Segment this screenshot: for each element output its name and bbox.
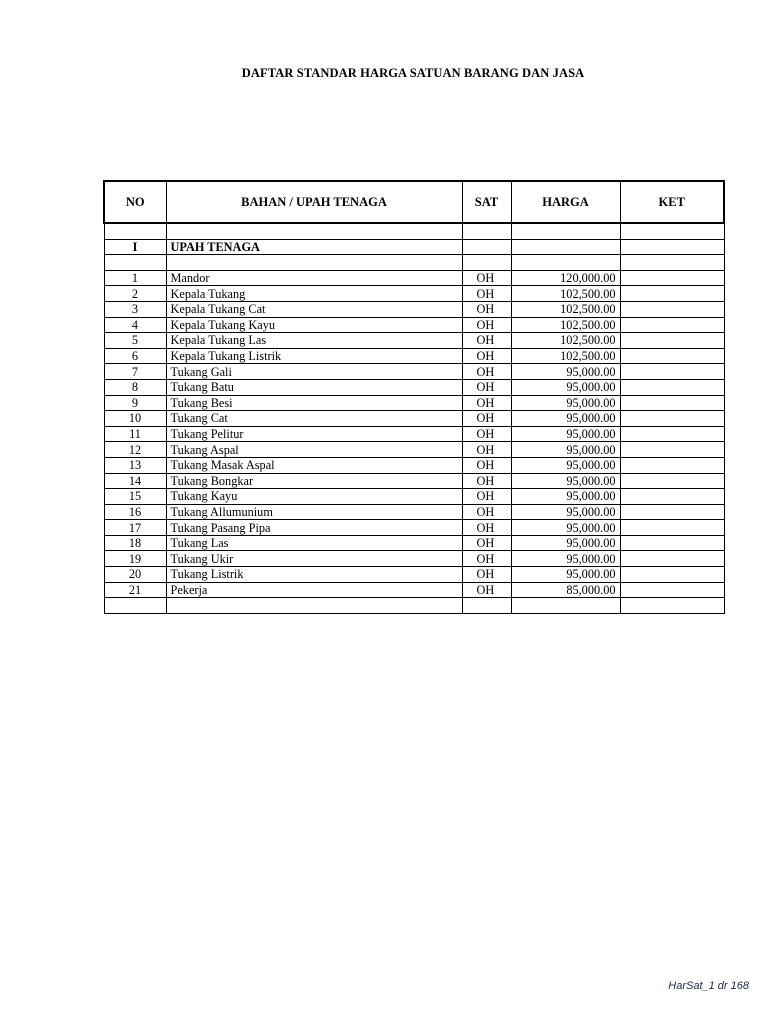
row-item: Pekerja (166, 582, 462, 598)
column-header-unit: SAT (462, 181, 511, 223)
row-number: 13 (104, 457, 166, 473)
row-number: 8 (104, 379, 166, 395)
row-item: Tukang Cat (166, 411, 462, 427)
row-note (620, 364, 724, 380)
row-price: 102,500.00 (511, 348, 620, 364)
table-row (104, 395, 724, 411)
row-item: Tukang Las (166, 535, 462, 551)
row-item: Tukang Masak Aspal (166, 457, 462, 473)
row-note (620, 395, 724, 411)
table-row (104, 426, 724, 442)
table-row (104, 301, 724, 317)
table-row (104, 489, 724, 505)
row-unit: OH (462, 582, 511, 598)
header-row (104, 181, 724, 223)
row-price: 95,000.00 (511, 395, 620, 411)
row-item: Tukang Aspal (166, 442, 462, 458)
row-number: 10 (104, 411, 166, 427)
row-note (620, 411, 724, 427)
spacer-row (104, 223, 724, 239)
row-unit: OH (462, 364, 511, 380)
row-item: Kepala Tukang (166, 286, 462, 302)
row-unit: OH (462, 457, 511, 473)
row-number: 16 (104, 504, 166, 520)
row-price: 95,000.00 (511, 411, 620, 427)
row-price: 95,000.00 (511, 567, 620, 583)
table-row (104, 520, 724, 536)
row-note (620, 442, 724, 458)
table-row (104, 535, 724, 551)
row-number: 6 (104, 348, 166, 364)
row-unit: OH (462, 489, 511, 505)
row-number: 21 (104, 582, 166, 598)
row-number: 12 (104, 442, 166, 458)
table-row (104, 348, 724, 364)
row-item: Tukang Gali (166, 364, 462, 380)
table-row (104, 567, 724, 583)
row-unit: OH (462, 395, 511, 411)
row-number: 15 (104, 489, 166, 505)
row-unit: OH (462, 301, 511, 317)
row-price: 95,000.00 (511, 426, 620, 442)
row-note (620, 551, 724, 567)
row-price: 102,500.00 (511, 333, 620, 349)
row-unit: OH (462, 317, 511, 333)
table-row (104, 504, 724, 520)
row-unit: OH (462, 333, 511, 349)
row-item: Tukang Ukir (166, 551, 462, 567)
row-unit: OH (462, 379, 511, 395)
row-unit: OH (462, 520, 511, 536)
table-body (104, 223, 724, 613)
row-unit: OH (462, 270, 511, 286)
row-item: Kepala Tukang Las (166, 333, 462, 349)
row-unit: OH (462, 567, 511, 583)
spacer-row (104, 598, 724, 614)
table-row (104, 364, 724, 380)
row-price: 102,500.00 (511, 301, 620, 317)
row-number: 4 (104, 317, 166, 333)
row-note (620, 379, 724, 395)
row-note (620, 333, 724, 349)
row-number: 20 (104, 567, 166, 583)
row-item: Tukang Pasang Pipa (166, 520, 462, 536)
row-item: Kepala Tukang Listrik (166, 348, 462, 364)
row-note (620, 348, 724, 364)
table-row (104, 411, 724, 427)
row-note (620, 504, 724, 520)
row-price: 95,000.00 (511, 379, 620, 395)
row-note (620, 301, 724, 317)
row-note (620, 426, 724, 442)
row-item: Tukang Besi (166, 395, 462, 411)
row-unit: OH (462, 348, 511, 364)
row-number: 5 (104, 333, 166, 349)
row-number: 3 (104, 301, 166, 317)
row-note (620, 535, 724, 551)
row-note (620, 489, 724, 505)
row-number: 2 (104, 286, 166, 302)
row-unit: OH (462, 473, 511, 489)
section-label: UPAH TENAGA (166, 239, 462, 255)
price-table (103, 180, 725, 614)
row-price: 102,500.00 (511, 317, 620, 333)
row-unit: OH (462, 286, 511, 302)
table-row (104, 270, 724, 286)
row-item: Mandor (166, 270, 462, 286)
table-row (104, 379, 724, 395)
row-item: Tukang Listrik (166, 567, 462, 583)
row-price: 85,000.00 (511, 582, 620, 598)
table-row (104, 551, 724, 567)
row-price: 95,000.00 (511, 535, 620, 551)
row-unit: OH (462, 551, 511, 567)
row-price: 95,000.00 (511, 489, 620, 505)
row-unit: OH (462, 426, 511, 442)
row-item: Tukang Kayu (166, 489, 462, 505)
page-footer: HarSat_1 dr 168 (668, 980, 749, 992)
row-number: 1 (104, 270, 166, 286)
row-number: 9 (104, 395, 166, 411)
table-row (104, 457, 724, 473)
row-price: 95,000.00 (511, 442, 620, 458)
row-unit: OH (462, 442, 511, 458)
row-price: 95,000.00 (511, 473, 620, 489)
row-item: Tukang Pelitur (166, 426, 462, 442)
row-item: Kepala Tukang Cat (166, 301, 462, 317)
row-price: 95,000.00 (511, 504, 620, 520)
column-header-note: KET (620, 181, 724, 223)
table-row (104, 442, 724, 458)
row-number: 19 (104, 551, 166, 567)
section-row (104, 239, 724, 255)
row-note (620, 457, 724, 473)
row-price: 95,000.00 (511, 520, 620, 536)
row-price: 95,000.00 (511, 364, 620, 380)
table-row (104, 333, 724, 349)
row-price: 120,000.00 (511, 270, 620, 286)
table-row (104, 582, 724, 598)
row-item: Tukang Bongkar (166, 473, 462, 489)
document-title: DAFTAR STANDAR HARGA SATUAN BARANG DAN JASA (241, 66, 585, 80)
row-note (620, 520, 724, 536)
row-note (620, 582, 724, 598)
column-header-price: HARGA (511, 181, 620, 223)
row-number: 11 (104, 426, 166, 442)
table-row (104, 473, 724, 489)
row-price: 95,000.00 (511, 551, 620, 567)
row-item: Kepala Tukang Kayu (166, 317, 462, 333)
row-price: 102,500.00 (511, 286, 620, 302)
row-number: 18 (104, 535, 166, 551)
row-price: 95,000.00 (511, 457, 620, 473)
row-item: Tukang Batu (166, 379, 462, 395)
row-note (620, 567, 724, 583)
row-number: 14 (104, 473, 166, 489)
table-row (104, 317, 724, 333)
spacer-row (104, 255, 724, 271)
column-header-no: NO (104, 181, 166, 223)
row-note (620, 473, 724, 489)
table-row (104, 286, 724, 302)
row-unit: OH (462, 535, 511, 551)
row-note (620, 317, 724, 333)
row-number: 17 (104, 520, 166, 536)
row-number: 7 (104, 364, 166, 380)
row-unit: OH (462, 504, 511, 520)
row-note (620, 286, 724, 302)
column-header-item: BAHAN / UPAH TENAGA (166, 181, 462, 223)
section-number: I (104, 239, 166, 255)
row-item: Tukang Allumunium (166, 504, 462, 520)
row-unit: OH (462, 411, 511, 427)
row-note (620, 270, 724, 286)
